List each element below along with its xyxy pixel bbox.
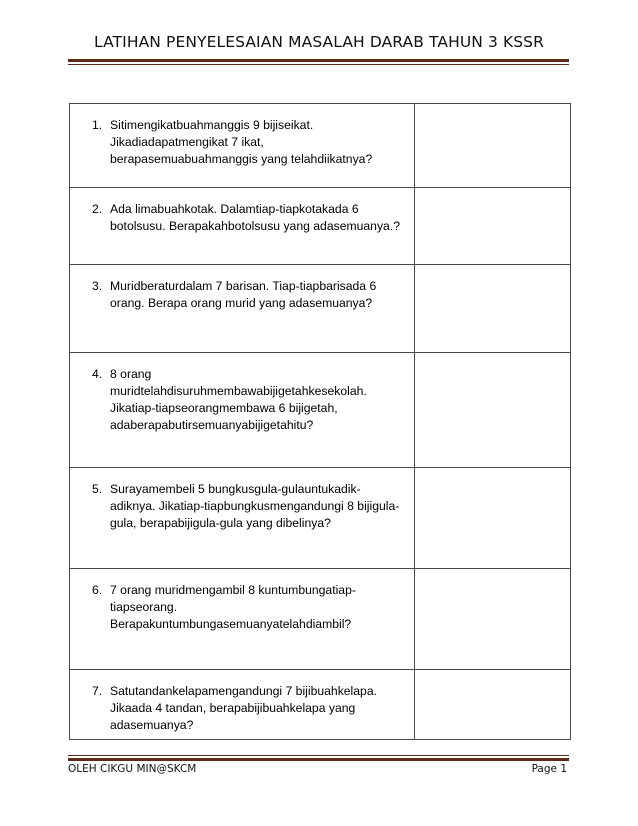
answer-cell-6[interactable] bbox=[415, 569, 571, 670]
answer-cell-5[interactable] bbox=[415, 468, 571, 569]
question-cell-4 bbox=[70, 353, 415, 468]
answer-cell-3[interactable] bbox=[415, 265, 571, 353]
question-cell-1 bbox=[70, 104, 415, 188]
answer-cell-2[interactable] bbox=[415, 188, 571, 265]
question-text-line: Muridberaturdalam 7 barisan. Tiap-tiapbarisada 6 bbox=[110, 279, 377, 293]
question-text-line: adasemuanya? bbox=[110, 718, 194, 732]
question-row-2 bbox=[70, 188, 571, 265]
question-text-line: Jikadiadapatmengikat 7 ikat, bbox=[110, 135, 264, 149]
question-text-line: adiknya. Jikatiap-tiapbungkusmengandungi 8 bijigula- bbox=[110, 499, 400, 513]
question-row-5 bbox=[70, 468, 571, 569]
question-text-line: Surayamembeli 5 bungkusgula-gulauntukadik- bbox=[110, 482, 361, 496]
question-text-line: Satutandankelapamengandungi 7 bijibuahkelapa. bbox=[110, 684, 377, 698]
header-rule-thin bbox=[68, 64, 569, 65]
answer-cell-1[interactable] bbox=[415, 104, 571, 188]
question-text-line: Sitimengikatbuahmanggis 9 bijiseikat. bbox=[110, 118, 314, 132]
question-number: 2. bbox=[92, 202, 103, 216]
question-text-line: tiapseorang. bbox=[110, 600, 178, 614]
answer-cell-4[interactable] bbox=[415, 353, 571, 468]
question-number: 1. bbox=[92, 118, 103, 132]
answer-cell-7[interactable] bbox=[415, 670, 571, 740]
question-table bbox=[69, 103, 571, 740]
question-text-line: berapasemuabuahmanggis yang telahdiikatnya? bbox=[110, 152, 373, 166]
question-text-line: 8 orang bbox=[110, 367, 152, 381]
page-number: Page 1 bbox=[531, 763, 567, 775]
question-number: 6. bbox=[92, 583, 103, 597]
footer-rule-thin bbox=[68, 755, 569, 756]
question-cell-5 bbox=[70, 468, 415, 569]
question-number: 5. bbox=[92, 482, 103, 496]
question-row-3 bbox=[70, 265, 571, 353]
question-row-4 bbox=[70, 353, 571, 468]
footer-author: OLEH CIKGU MIN@SKCM bbox=[68, 763, 197, 775]
question-text-line: muridtelahdisuruhmembawabijigetahkesekolah. bbox=[110, 384, 367, 398]
question-row-7 bbox=[70, 670, 571, 740]
question-text-line: Berapakuntumbungasemuanyatelahdiambil? bbox=[110, 617, 352, 631]
question-text-line: Jikaada 4 tandan, berapabijibuahkelapa yang bbox=[110, 701, 356, 715]
question-text-line: Jikatiap-tiapseorangmembawa 6 bijigetah, bbox=[110, 401, 338, 415]
question-number: 4. bbox=[92, 367, 103, 381]
header-rule-thick bbox=[68, 59, 569, 62]
question-cell-7 bbox=[70, 670, 415, 740]
question-text-line: Ada limabuahkotak. Dalamtiap-tiapkotakada 6 bbox=[110, 202, 359, 216]
question-row-1 bbox=[70, 104, 571, 188]
question-number: 3. bbox=[92, 279, 103, 293]
question-cell-6 bbox=[70, 569, 415, 670]
question-cell-3 bbox=[70, 265, 415, 353]
page-title: LATIHAN PENYELESAIAN MASALAH DARAB TAHUN 3 KSSR bbox=[93, 33, 544, 51]
footer-rule-thick bbox=[68, 758, 569, 761]
question-row-6 bbox=[70, 569, 571, 670]
question-number: 7. bbox=[92, 684, 103, 698]
question-text-line: orang. Berapa orang murid yang adasemuanya? bbox=[110, 296, 373, 310]
question-text-line: gula, berapabijigula-gula yang dibelinya? bbox=[110, 516, 331, 530]
question-text-line: botolsusu. Berapakahbotolsusu yang adasemuanya.? bbox=[110, 219, 400, 233]
question-text-line: adaberapabutirsemuanyabijigetahitu? bbox=[110, 418, 314, 432]
question-text-line: 7 orang muridmengambil 8 kuntumbungatiap- bbox=[110, 583, 356, 597]
question-cell-2 bbox=[70, 188, 415, 265]
